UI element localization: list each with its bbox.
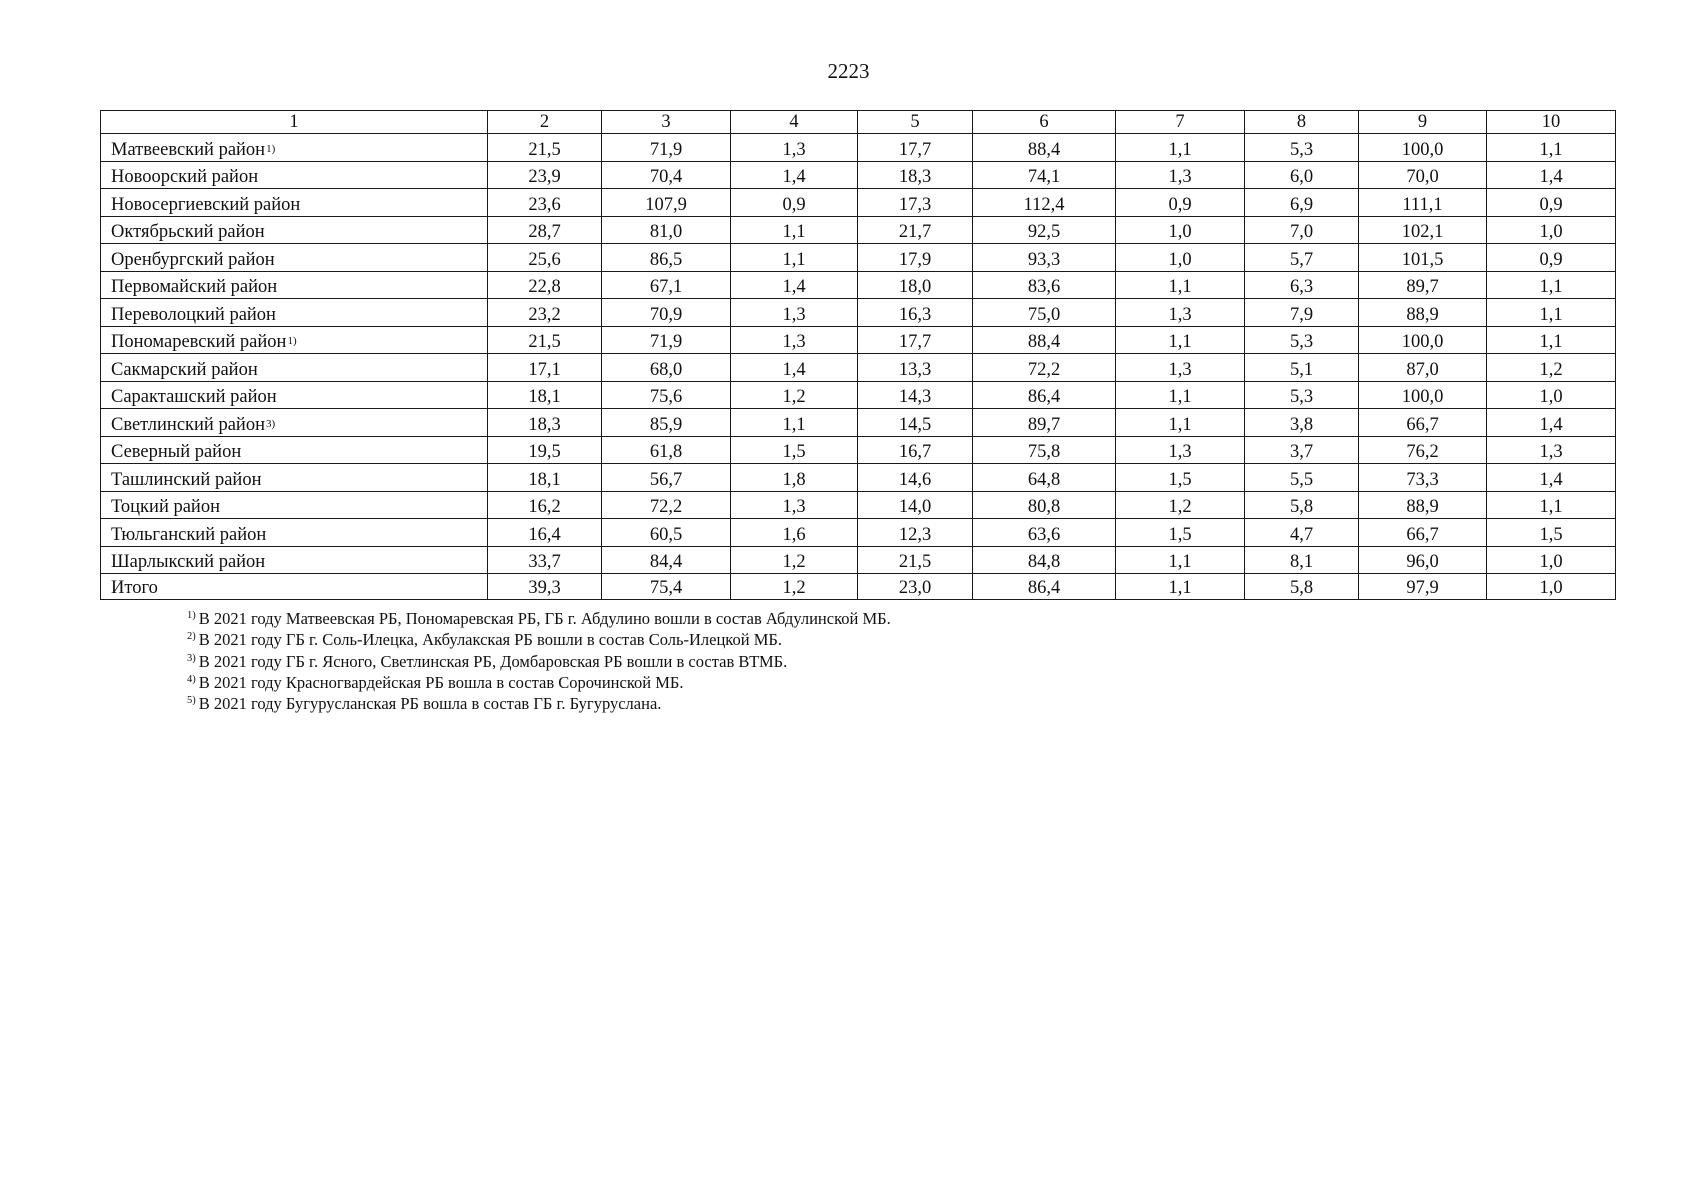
statistics-table	[100, 110, 1616, 600]
value-cell: 76,2	[1359, 436, 1487, 464]
value-cell: 23,6	[488, 189, 602, 217]
footnote	[187, 629, 1487, 650]
value-cell: 12,3	[858, 519, 973, 547]
value-cell: 92,5	[973, 216, 1116, 244]
value-cell: 5,3	[1245, 134, 1359, 162]
footnote	[187, 693, 1487, 714]
value-cell: 14,3	[858, 381, 973, 409]
value-cell: 112,4	[973, 189, 1116, 217]
value-cell: 1,1	[731, 216, 858, 244]
value-cell: 21,7	[858, 216, 973, 244]
value-cell: 23,9	[488, 161, 602, 189]
value-cell: 14,6	[858, 464, 973, 492]
table-row	[101, 546, 1616, 574]
district-name-cell	[101, 216, 488, 244]
district-name: Оренбургский район	[111, 249, 275, 270]
column-header: 10	[1487, 111, 1616, 134]
value-cell: 7,0	[1245, 216, 1359, 244]
table-row	[101, 464, 1616, 492]
district-name: Северный район	[111, 442, 242, 462]
value-cell: 1,0	[1487, 546, 1616, 574]
value-cell: 83,6	[973, 271, 1116, 299]
value-cell: 6,3	[1245, 271, 1359, 299]
value-cell: 1,1	[1116, 546, 1245, 574]
footnote-marker: 1)	[187, 610, 196, 621]
value-cell: 66,7	[1359, 519, 1487, 547]
value-cell: 1,6	[731, 519, 858, 547]
value-cell: 5,5	[1245, 464, 1359, 492]
value-cell: 23,2	[488, 299, 602, 327]
value-cell: 88,4	[973, 134, 1116, 162]
district-name-cell	[101, 271, 488, 299]
value-cell: 85,9	[602, 409, 731, 437]
value-cell: 88,9	[1359, 299, 1487, 327]
footnote-marker: 1)	[287, 335, 297, 347]
value-cell: 68,0	[602, 354, 731, 382]
value-cell: 1,5	[1487, 519, 1616, 547]
header-row	[101, 111, 1616, 134]
district-name: Матвеевский район	[111, 139, 266, 160]
value-cell: 67,1	[602, 271, 731, 299]
column-header: 8	[1245, 111, 1359, 134]
value-cell: 74,1	[973, 161, 1116, 189]
district-name: Октябрьский район	[111, 222, 265, 242]
table-body	[101, 134, 1616, 600]
district-name: Пономаревский район	[111, 332, 287, 352]
value-cell: 1,3	[1116, 161, 1245, 189]
district-name-cell	[101, 546, 488, 574]
value-cell: 72,2	[602, 491, 731, 519]
value-cell: 1,3	[731, 491, 858, 519]
value-cell: 88,9	[1359, 491, 1487, 519]
value-cell: 1,1	[1116, 271, 1245, 299]
page-number: 2223	[827, 59, 870, 83]
district-name-cell	[101, 574, 488, 600]
value-cell: 63,6	[973, 519, 1116, 547]
district-name-cell	[101, 189, 488, 217]
district-name-cell	[101, 464, 488, 492]
value-cell: 70,9	[602, 299, 731, 327]
value-cell: 1,1	[1116, 409, 1245, 437]
value-cell: 93,3	[973, 244, 1116, 272]
value-cell: 18,3	[858, 161, 973, 189]
value-cell: 16,7	[858, 436, 973, 464]
district-name-cell	[101, 299, 488, 327]
footnote-text: В 2021 году ГБ г. Ясного, Светлинская РБ, Домбаровская РБ вошли в состав ВТМБ.	[198, 651, 788, 671]
value-cell: 75,6	[602, 381, 731, 409]
value-cell: 3,7	[1245, 436, 1359, 464]
value-cell: 89,7	[973, 409, 1116, 437]
district-name: Ташлинский район	[111, 469, 262, 490]
value-cell: 1,2	[1116, 491, 1245, 519]
value-cell: 16,4	[488, 519, 602, 547]
value-cell: 1,4	[731, 161, 858, 189]
district-name-cell	[101, 326, 488, 354]
value-cell: 64,8	[973, 464, 1116, 492]
district-name: Шарлыкский район	[111, 552, 266, 572]
district-name-cell	[101, 244, 488, 272]
value-cell: 0,9	[731, 189, 858, 217]
footnote-text: В 2021 году Бугурусланская РБ вошла в состав ГБ г. Бугуруслана.	[198, 694, 662, 714]
value-cell: 1,4	[731, 271, 858, 299]
footnote	[187, 672, 1487, 693]
district-name: Первомайский район	[111, 277, 278, 297]
table-row	[101, 271, 1616, 299]
value-cell: 17,9	[858, 244, 973, 272]
district-name: Итого	[111, 578, 158, 598]
value-cell: 1,0	[1116, 216, 1245, 244]
footnote-marker: 3)	[187, 652, 196, 664]
table-row	[101, 354, 1616, 382]
value-cell: 1,5	[1116, 519, 1245, 547]
value-cell: 5,7	[1245, 244, 1359, 272]
value-cell: 100,0	[1359, 381, 1487, 409]
value-cell: 1,1	[1487, 491, 1616, 519]
value-cell: 5,1	[1245, 354, 1359, 382]
value-cell: 88,4	[973, 326, 1116, 354]
district-name: Сакмарский район	[111, 359, 258, 380]
value-cell: 100,0	[1359, 134, 1487, 162]
footnote	[187, 651, 1487, 672]
district-name: Новоорский район	[111, 167, 259, 187]
district-name: Тоцкий район	[111, 497, 220, 517]
value-cell: 0,9	[1487, 189, 1616, 217]
value-cell: 23,0	[858, 574, 973, 600]
value-cell: 1,0	[1487, 381, 1616, 409]
value-cell: 87,0	[1359, 354, 1487, 382]
table-header	[101, 111, 1616, 134]
value-cell: 6,9	[1245, 189, 1359, 217]
value-cell: 1,3	[1116, 436, 1245, 464]
value-cell: 6,0	[1245, 161, 1359, 189]
value-cell: 1,1	[1487, 299, 1616, 327]
table-row	[101, 299, 1616, 327]
footnote-marker: 4)	[187, 673, 196, 685]
district-name: Тюльганский район	[111, 524, 267, 545]
value-cell: 18,3	[488, 409, 602, 437]
value-cell: 5,8	[1245, 574, 1359, 600]
table-row	[101, 409, 1616, 437]
value-cell: 1,0	[1116, 244, 1245, 272]
value-cell: 66,7	[1359, 409, 1487, 437]
value-cell: 86,4	[973, 381, 1116, 409]
value-cell: 75,0	[973, 299, 1116, 327]
value-cell: 1,3	[1487, 436, 1616, 464]
value-cell: 86,4	[973, 574, 1116, 600]
value-cell: 61,8	[602, 436, 731, 464]
footnote-marker: 1)	[266, 142, 276, 155]
value-cell: 16,3	[858, 299, 973, 327]
table-row	[101, 436, 1616, 464]
table-row	[101, 161, 1616, 189]
value-cell: 21,5	[488, 134, 602, 162]
value-cell: 16,2	[488, 491, 602, 519]
value-cell: 102,1	[1359, 216, 1487, 244]
value-cell: 28,7	[488, 216, 602, 244]
value-cell: 80,8	[973, 491, 1116, 519]
footnote-marker: 3)	[265, 417, 276, 430]
value-cell: 1,1	[1116, 574, 1245, 600]
value-cell: 1,1	[731, 409, 858, 437]
value-cell: 70,0	[1359, 161, 1487, 189]
value-cell: 14,5	[858, 409, 973, 437]
value-cell: 1,4	[731, 354, 858, 382]
value-cell: 60,5	[602, 519, 731, 547]
column-header: 1	[101, 111, 488, 134]
value-cell: 8,1	[1245, 546, 1359, 574]
table-row	[101, 326, 1616, 354]
value-cell: 72,2	[973, 354, 1116, 382]
footnote-text: В 2021 году Матвеевская РБ, Пономаревская РБ, ГБ г. Абдулино вошли в состав Абдулинской МБ.	[198, 609, 891, 628]
value-cell: 1,8	[731, 464, 858, 492]
value-cell: 1,1	[1487, 134, 1616, 162]
value-cell: 111,1	[1359, 189, 1487, 217]
value-cell: 5,8	[1245, 491, 1359, 519]
district-name: Саракташский район	[111, 387, 277, 407]
column-header: 5	[858, 111, 973, 134]
column-header: 7	[1116, 111, 1245, 134]
value-cell: 84,4	[602, 546, 731, 574]
value-cell: 0,9	[1487, 244, 1616, 272]
footnote-text: В 2021 году ГБ г. Соль-Илецка, Акбулакская РБ вошли в состав Соль-Илецкой МБ.	[198, 630, 782, 650]
value-cell: 1,1	[1487, 326, 1616, 354]
column-header: 3	[602, 111, 731, 134]
table-row	[101, 189, 1616, 217]
value-cell: 1,3	[731, 134, 858, 162]
value-cell: 71,9	[602, 326, 731, 354]
value-cell: 22,8	[488, 271, 602, 299]
value-cell: 100,0	[1359, 326, 1487, 354]
column-header: 6	[973, 111, 1116, 134]
footnote-marker: 2)	[187, 631, 196, 643]
district-name: Светлинский район	[111, 414, 265, 435]
value-cell: 81,0	[602, 216, 731, 244]
column-header: 9	[1359, 111, 1487, 134]
value-cell: 3,8	[1245, 409, 1359, 437]
value-cell: 97,9	[1359, 574, 1487, 600]
value-cell: 107,9	[602, 189, 731, 217]
value-cell: 1,1	[1116, 134, 1245, 162]
value-cell: 25,6	[488, 244, 602, 272]
value-cell: 96,0	[1359, 546, 1487, 574]
value-cell: 1,4	[1487, 161, 1616, 189]
value-cell: 1,4	[1487, 464, 1616, 492]
value-cell: 71,9	[602, 134, 731, 162]
value-cell: 13,3	[858, 354, 973, 382]
value-cell: 1,3	[1116, 354, 1245, 382]
value-cell: 1,1	[1116, 381, 1245, 409]
table-row	[101, 244, 1616, 272]
value-cell: 1,4	[1487, 409, 1616, 437]
district-name: Переволоцкий район	[111, 304, 276, 325]
value-cell: 101,5	[1359, 244, 1487, 272]
value-cell: 17,7	[858, 326, 973, 354]
value-cell: 75,4	[602, 574, 731, 600]
value-cell: 1,1	[731, 244, 858, 272]
district-name-cell	[101, 491, 488, 519]
value-cell: 1,3	[731, 326, 858, 354]
column-header: 2	[488, 111, 602, 134]
footnote	[187, 608, 1487, 629]
column-header: 4	[731, 111, 858, 134]
value-cell: 1,2	[731, 546, 858, 574]
table-row	[101, 216, 1616, 244]
district-name-cell	[101, 409, 488, 437]
value-cell: 18,1	[488, 464, 602, 492]
district-name-cell	[101, 519, 488, 547]
district-name-cell	[101, 436, 488, 464]
value-cell: 73,3	[1359, 464, 1487, 492]
total-row	[101, 574, 1616, 600]
value-cell: 1,2	[1487, 354, 1616, 382]
table-row	[101, 519, 1616, 547]
value-cell: 5,3	[1245, 326, 1359, 354]
value-cell: 1,2	[731, 381, 858, 409]
district-name-cell	[101, 354, 488, 382]
value-cell: 14,0	[858, 491, 973, 519]
footnote-marker: 5)	[187, 695, 196, 707]
district-name-cell	[101, 161, 488, 189]
value-cell: 1,0	[1487, 574, 1616, 600]
value-cell: 33,7	[488, 546, 602, 574]
value-cell: 7,9	[1245, 299, 1359, 327]
value-cell: 5,3	[1245, 381, 1359, 409]
value-cell: 39,3	[488, 574, 602, 600]
value-cell: 21,5	[858, 546, 973, 574]
value-cell: 19,5	[488, 436, 602, 464]
value-cell: 70,4	[602, 161, 731, 189]
value-cell: 1,3	[731, 299, 858, 327]
district-name-cell	[101, 134, 488, 162]
footnotes	[187, 608, 1487, 714]
table-row	[101, 381, 1616, 409]
value-cell: 86,5	[602, 244, 731, 272]
value-cell: 18,0	[858, 271, 973, 299]
district-name-cell	[101, 381, 488, 409]
value-cell: 1,1	[1487, 271, 1616, 299]
value-cell: 1,5	[731, 436, 858, 464]
footnote-text: В 2021 году Красногвардейская РБ вошла в состав Сорочинской МБ.	[198, 672, 684, 692]
value-cell: 18,1	[488, 381, 602, 409]
value-cell: 17,7	[858, 134, 973, 162]
value-cell: 1,1	[1116, 326, 1245, 354]
value-cell: 1,2	[731, 574, 858, 600]
table-row	[101, 491, 1616, 519]
value-cell: 17,1	[488, 354, 602, 382]
value-cell: 89,7	[1359, 271, 1487, 299]
value-cell: 1,5	[1116, 464, 1245, 492]
value-cell: 1,0	[1487, 216, 1616, 244]
value-cell: 21,5	[488, 326, 602, 354]
value-cell: 1,3	[1116, 299, 1245, 327]
value-cell: 84,8	[973, 546, 1116, 574]
value-cell: 56,7	[602, 464, 731, 492]
district-name: Новосергиевский район	[111, 194, 301, 215]
value-cell: 75,8	[973, 436, 1116, 464]
table-row	[101, 134, 1616, 162]
value-cell: 4,7	[1245, 519, 1359, 547]
value-cell: 17,3	[858, 189, 973, 217]
value-cell: 0,9	[1116, 189, 1245, 217]
